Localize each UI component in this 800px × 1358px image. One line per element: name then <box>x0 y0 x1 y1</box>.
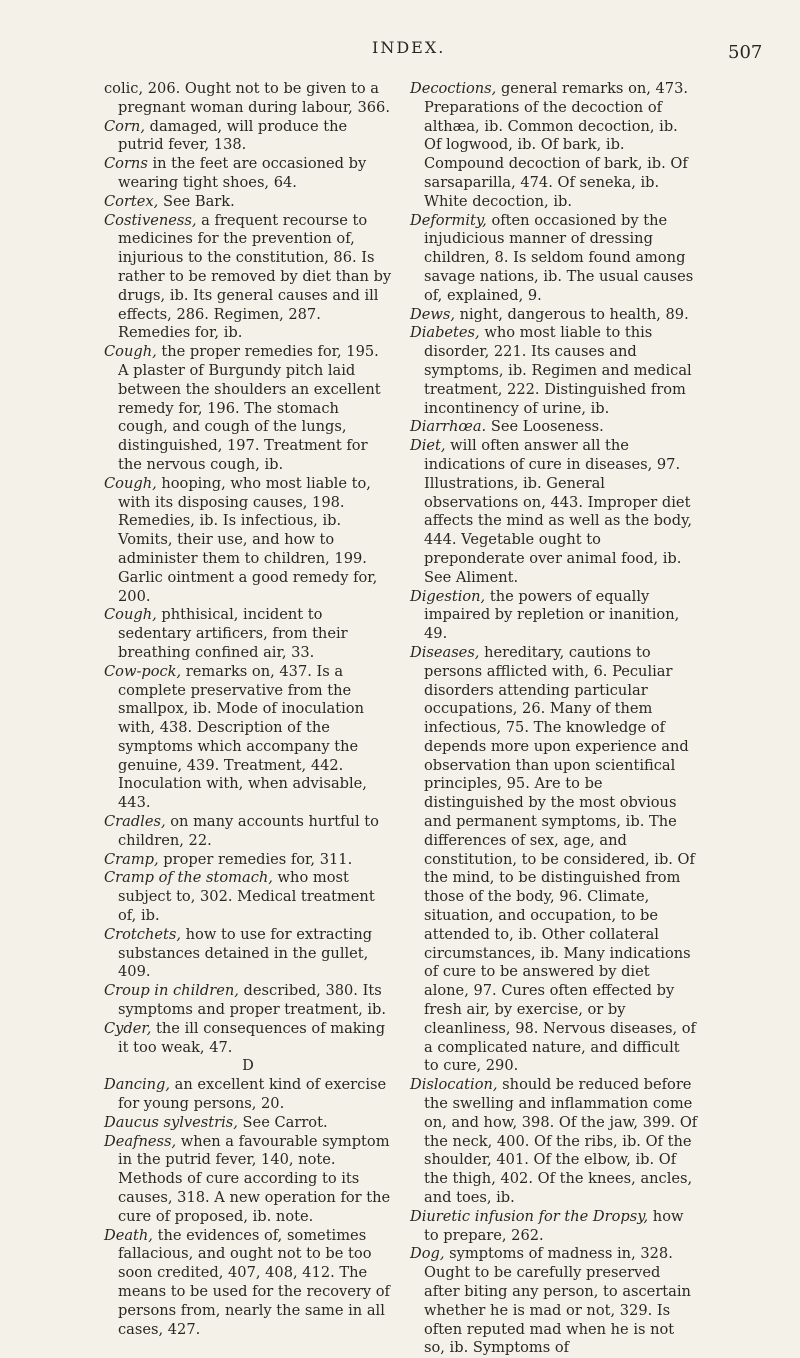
index-term: Cough, <box>104 343 157 361</box>
index-entry <box>104 663 392 813</box>
index-reference: how to use for extracting substances detained in the gullet, 409. <box>118 925 373 981</box>
index-column-left <box>104 80 392 1339</box>
index-term: Corn, <box>104 117 145 135</box>
index-letter-heading: D <box>242 1057 254 1075</box>
index-reference: often occasioned by the injudicious manner of dressing children, 8. Is seldom found among savage nations, ib. The usual causes of, explained, 9. <box>424 211 694 304</box>
index-term: Cramp of the stomach, <box>104 869 273 887</box>
index-entry <box>104 1133 392 1227</box>
index-reference: damaged, will produce the putrid fever, 138. <box>118 117 348 154</box>
index-entry <box>410 80 698 212</box>
index-reference: who most liable to this disorder, 221. Its causes and symptoms, ib. Regimen and medical treatment, 222. Distinguished from incontinency of urine, ib. <box>424 324 692 417</box>
index-reference: night, dangerous to health, 89. <box>454 305 689 323</box>
index-entry <box>410 418 698 437</box>
index-reference: described, 380. Its symptoms and proper treatment, ib. <box>118 982 387 1019</box>
index-reference: hereditary, cautions to persons afflicted with, 6. Peculiar disorders attending particular occupations, 26. Many of them infectious, 75. The knowledge of depends more upon experience and observation than upon scientifical principles, 95. Are to be distinguished by the most obvious and permanent symptoms, ib. The differences of sex, age, and constitution, to be considered, ib. Of the mind, to be distinguished from those of the body, 96. Climate, situation, and occupation, to be attended to, ib. Other collateral circumstances, ib. Many indications of cure to be answered by diet alone, 97. Cures often effected by fresh air, by exercise, or by cleanliness, 98. Nervous diseases, of a complicated nature, and difficult to cure, 290. <box>424 643 696 1075</box>
index-reference: how to prepare, 262. <box>424 1207 684 1244</box>
index-entry <box>410 1208 698 1246</box>
index-term: Diet, <box>410 437 446 455</box>
index-term: Cradles, <box>104 813 166 831</box>
index-term: Digestion, <box>410 587 486 605</box>
index-reference: See Bark. <box>158 192 235 210</box>
index-entry <box>104 155 392 193</box>
index-reference: when a favourable symptom in the putrid fever, 140, note. Methods of cure according to its causes, 318. A new operation for the cure of proposed, ib. note. <box>118 1132 391 1225</box>
index-entry <box>410 324 698 418</box>
index-entry <box>410 306 698 325</box>
index-reference: general remarks on, 473. Preparations of the decoction of althæa, ib. Common decoction, ib. Of logwood, ib. Of bark, ib. Compound decoction of bark, ib. Of sarsaparilla, 474. Of seneka, ib. White decoction, ib. <box>424 80 689 210</box>
page-number: 507 <box>728 42 763 63</box>
index-entry <box>410 1076 698 1208</box>
index-entry <box>104 1076 392 1114</box>
index-term: Deformity, <box>410 211 487 229</box>
index-entry <box>104 1114 392 1133</box>
index-reference: who most subject to, 302. Medical treatment of, ib. <box>118 869 375 925</box>
index-entry <box>104 869 392 925</box>
index-reference: See Carrot. <box>237 1113 328 1131</box>
index-entry <box>410 437 698 587</box>
index-term: Corns <box>104 155 148 173</box>
index-entry <box>104 118 392 156</box>
index-column-right <box>410 80 698 1358</box>
index-term: Dancing, <box>104 1076 171 1094</box>
index-entry <box>104 1227 392 1340</box>
index-term: Dews, <box>410 305 455 323</box>
index-term: Diseases, <box>410 643 480 661</box>
index-term: Daucus sylvestris, <box>104 1113 238 1131</box>
index-term: Diuretic infusion for the Dropsy, <box>410 1207 649 1225</box>
index-entry <box>104 193 392 212</box>
index-reference: colic, 206. Ought not to be given to a pregnant woman during labour, 366. <box>104 80 390 116</box>
index-term: Cyder, <box>104 1019 152 1037</box>
index-term: Cough, <box>104 606 157 624</box>
page-header <box>0 34 800 64</box>
index-reference: remarks on, 437. Is a complete preservative from the smallpox, ib. Mode of inoculation with, 438. Description of the symptoms which accompany the genuine, 439. Treatment, 442. Inoculation with, when advisable, 443. <box>118 662 367 812</box>
index-entry <box>410 1245 698 1358</box>
index-term: Dislocation, <box>410 1076 498 1094</box>
index-term: Cortex, <box>104 192 159 210</box>
index-reference: will often answer all the indications of cure in diseases, 97. Illustrations, ib. General observations on, 443. Improper diet affects the mind as well as the body, 444. Vegetable ought to preponderate over animal food, ib. See Aliment. <box>424 437 693 586</box>
index-term: Cough, <box>104 474 157 492</box>
index-entry <box>104 851 392 870</box>
index-term: Crotchets, <box>104 925 181 943</box>
index-entry <box>410 212 698 306</box>
index-term: Deafness, <box>104 1132 177 1150</box>
index-entry <box>104 343 392 475</box>
index-entry <box>104 606 392 662</box>
index-reference: See Looseness. <box>486 418 604 436</box>
index-entry <box>104 813 392 851</box>
index-entry <box>104 1020 392 1058</box>
index-reference: an excellent kind of exercise for young persons, 20. <box>118 1076 387 1113</box>
index-reference: symptoms of madness in, 328. Ought to be carefully preserved after biting any person, to ascertain whether he is mad or not, 329. Is often reputed mad when he is not so, ib. Symptoms of <box>424 1245 691 1357</box>
index-term: Decoctions, <box>410 80 497 97</box>
index-entry <box>104 982 392 1020</box>
index-entry <box>104 212 392 344</box>
index-term: Croup in children, <box>104 982 239 1000</box>
index-term: Diabetes, <box>410 324 480 342</box>
index-term: Diarrhœa. <box>410 418 487 436</box>
running-title: INDEX. <box>372 38 446 57</box>
index-entry <box>410 644 698 1076</box>
index-entry <box>104 475 392 607</box>
index-reference: a frequent recourse to medicines for the prevention of, injurious to the constitution, 86. Is rather to be removed by diet than by drugs, ib. Its general causes and ill effects, 286. Regimen, 287. Remedies for, ib. <box>118 211 392 342</box>
index-reference: the evidences of, sometimes fallacious, and ought not to be too soon credited, 407, 408, 412. The means to be used for the recovery of persons from, nearly the same in all cases, 427. <box>118 1226 390 1338</box>
index-entry <box>104 926 392 982</box>
index-reference: hooping, who most liable to, with its disposing causes, 198. Remedies, ib. Is infectious, ib. Vomits, their use, and how to administer them to children, 199. Garlic ointment a good remedy for, 200. <box>118 474 378 605</box>
index-reference: in the feet are occasioned by wearing tight shoes, 64. <box>118 155 367 191</box>
index-term: Cow-pock, <box>104 662 182 680</box>
index-term: Cramp, <box>104 850 159 868</box>
index-reference: the powers of equally impaired by repletion or inanition, 49. <box>424 587 680 643</box>
index-term: Death, <box>104 1226 153 1244</box>
index-reference: the proper remedies for, 195. A plaster of Burgundy pitch laid between the shoulders an excellent remedy for, 196. The stomach cough, and cough of the lungs, distinguished, 197. Treatment for the nervous cough, ib. <box>118 343 381 473</box>
index-reference: on many accounts hurtful to children, 22. <box>118 813 379 849</box>
index-reference: proper remedies for, 311. <box>158 850 353 868</box>
index-reference: phthisical, incident to sedentary artificers, from their breathing confined air, 33. <box>118 606 348 661</box>
index-term: Dog, <box>410 1245 445 1263</box>
index-term: Costiveness, <box>104 211 197 229</box>
index-entry <box>410 588 698 644</box>
index-reference: should be reduced before the swelling and inflammation come on, and how, 398. Of the jaw, 399. Of the neck, 400. Of the ribs, ib. Of the shoulder, 401. Of the elbow, ib. Of the thigh, 402. Of the knees, ancles, and toes, ib. <box>424 1076 698 1207</box>
index-reference: the ill consequences of making it too weak, 47. <box>118 1019 386 1056</box>
index-entry <box>104 80 392 118</box>
